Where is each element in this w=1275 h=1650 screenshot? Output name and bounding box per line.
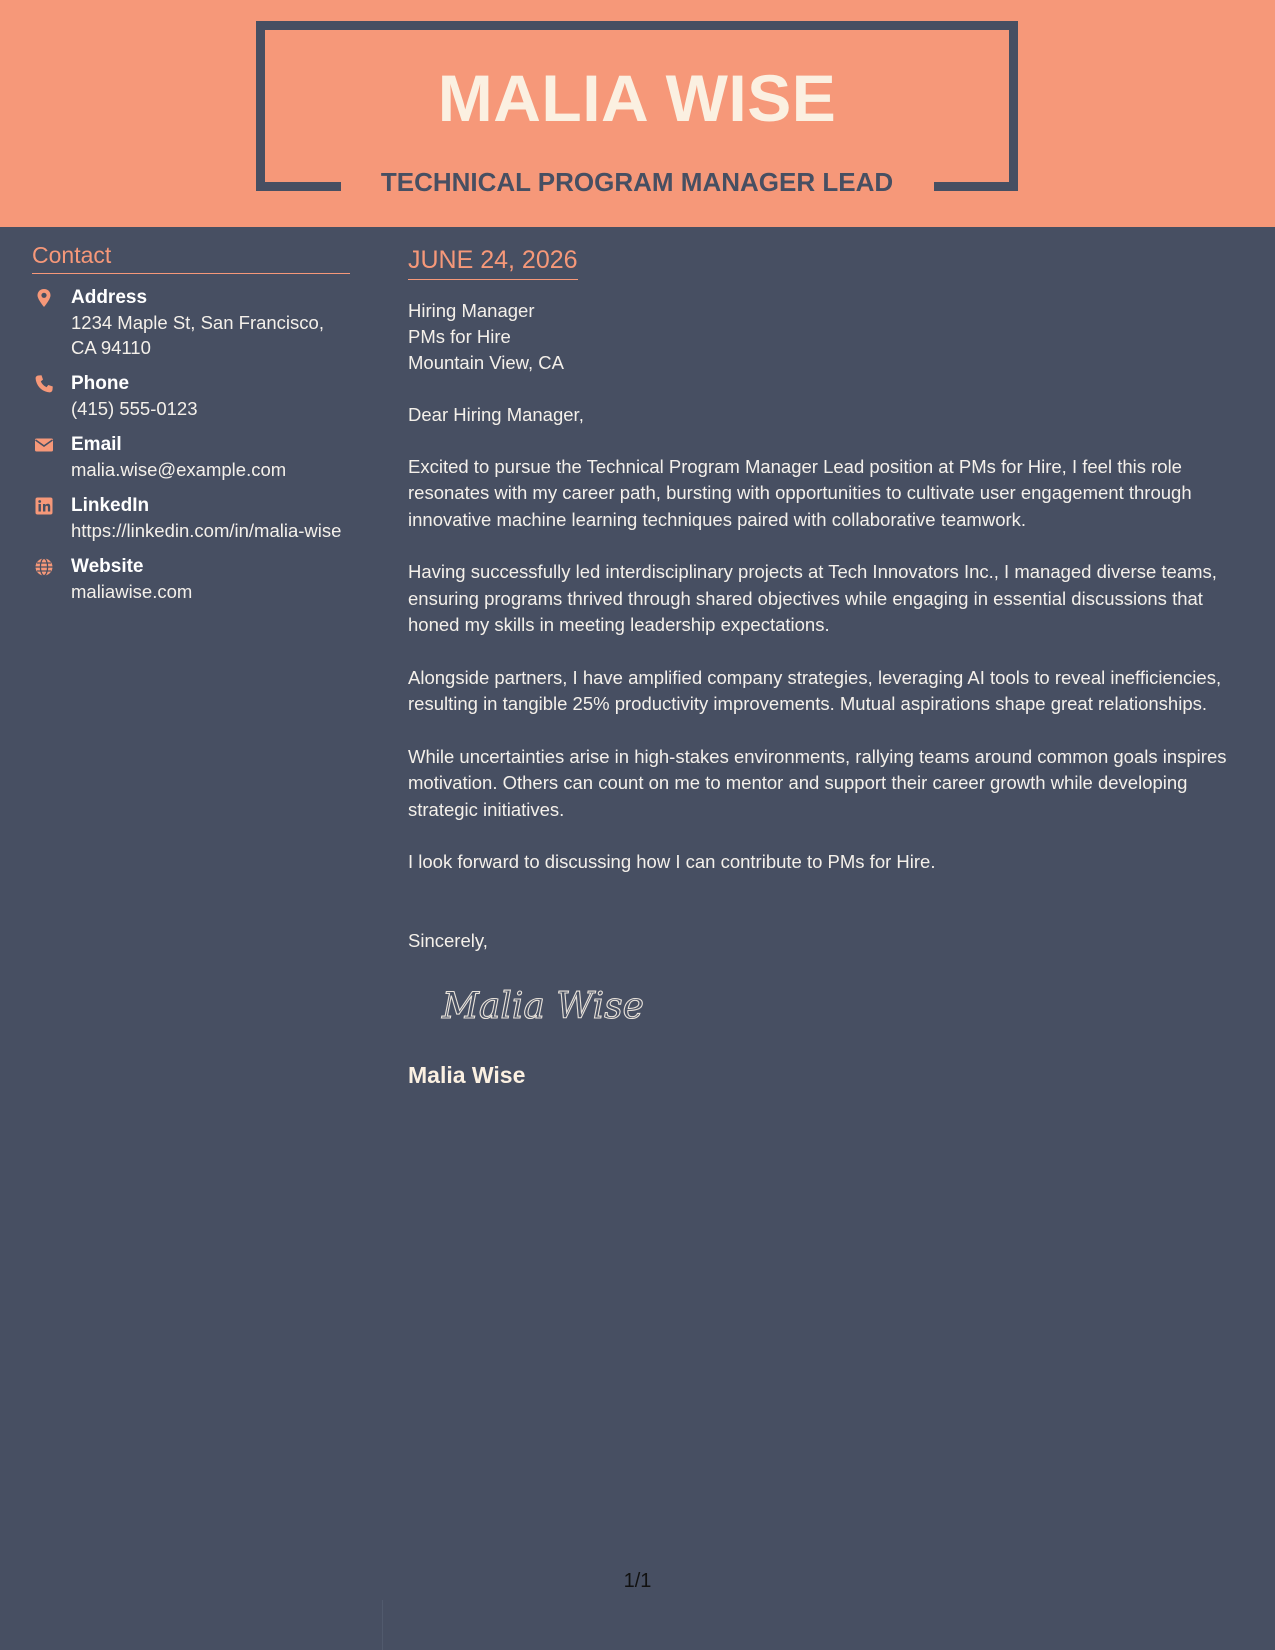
header-banner <box>0 0 1275 227</box>
letter-paragraph: Excited to pursue the Technical Program Manager Lead position at PMs for Hire, I feel this role resonates with my career path, bursting with opportunities to cultivate user engagement through innovative machine learning techniques paired with collaborative teamwork. <box>408 455 1192 530</box>
map-pin-icon <box>34 288 54 308</box>
contact-sidebar <box>32 240 350 604</box>
greeting: Dear Hiring Manager, <box>408 404 584 425</box>
contact-label: Phone <box>71 373 130 394</box>
handwritten-signature <box>438 976 658 1032</box>
svg-text:Malia Wise: Malia Wise <box>442 986 644 1027</box>
recipient-line: PMs for Hire <box>408 326 511 347</box>
contact-value: malia.wise@example.com <box>71 459 287 480</box>
contact-value: https://linkedin.com/in/malia-wise <box>71 520 342 541</box>
globe-icon <box>34 557 54 577</box>
candidate-name: MALIA WISE <box>437 61 837 135</box>
contact-email <box>32 433 350 482</box>
contact-value: 1234 Maple St, San Francisco, CA 94110 <box>71 312 324 358</box>
contact-heading: Contact <box>32 240 350 274</box>
contact-label: LinkedIn <box>71 495 150 516</box>
contact-linkedin <box>32 494 350 543</box>
recipient-line: Hiring Manager <box>408 300 535 321</box>
closing: Sincerely, <box>408 929 488 951</box>
letter-date: JUNE 24, 2026 <box>408 244 578 280</box>
recipient-block <box>408 298 1243 376</box>
letter-paragraph: While uncertainties arise in high-stakes environments, rallying teams around common goals inspires motivation. Others can count on me to mentor and support their career growth while developing strategic initiatives. <box>408 745 1227 820</box>
letter-paragraph: Having successfully led interdisciplinary projects at Tech Innovators Inc., I managed diverse teams, ensuring programs thrived through shared objectives while engaging in essential discussions that honed my skills in meeting leadership expectations. <box>408 561 1217 635</box>
letter-paragraph: Alongside partners, I have amplified company strategies, leveraging AI tools to reveal inefficiencies, resulting in tangible 25% productivity improvements. Mutual aspirations shape great relationships. <box>408 666 1222 714</box>
contact-address <box>32 286 350 360</box>
letter-paragraph: I look forward to discussing how I can contribute to PMs for Hire. <box>408 851 936 872</box>
envelope-icon <box>34 435 54 455</box>
column-divider <box>382 1600 383 1650</box>
contact-label: Address <box>71 287 148 308</box>
signer-name: Malia Wise <box>408 1062 526 1088</box>
contact-value: (415) 555-0123 <box>71 398 198 419</box>
letter-body <box>408 244 1243 1089</box>
contact-phone <box>32 372 350 421</box>
linkedin-icon <box>34 496 54 516</box>
contact-label: Website <box>71 556 144 577</box>
contact-value: maliawise.com <box>71 581 193 602</box>
contact-label: Email <box>71 434 122 455</box>
page-number: 1/1 <box>623 1570 652 1592</box>
job-title: TECHNICAL PROGRAM MANAGER LEAD <box>380 167 894 197</box>
recipient-line: Mountain View, CA <box>408 352 564 373</box>
phone-icon <box>34 374 54 394</box>
contact-website <box>32 555 350 604</box>
